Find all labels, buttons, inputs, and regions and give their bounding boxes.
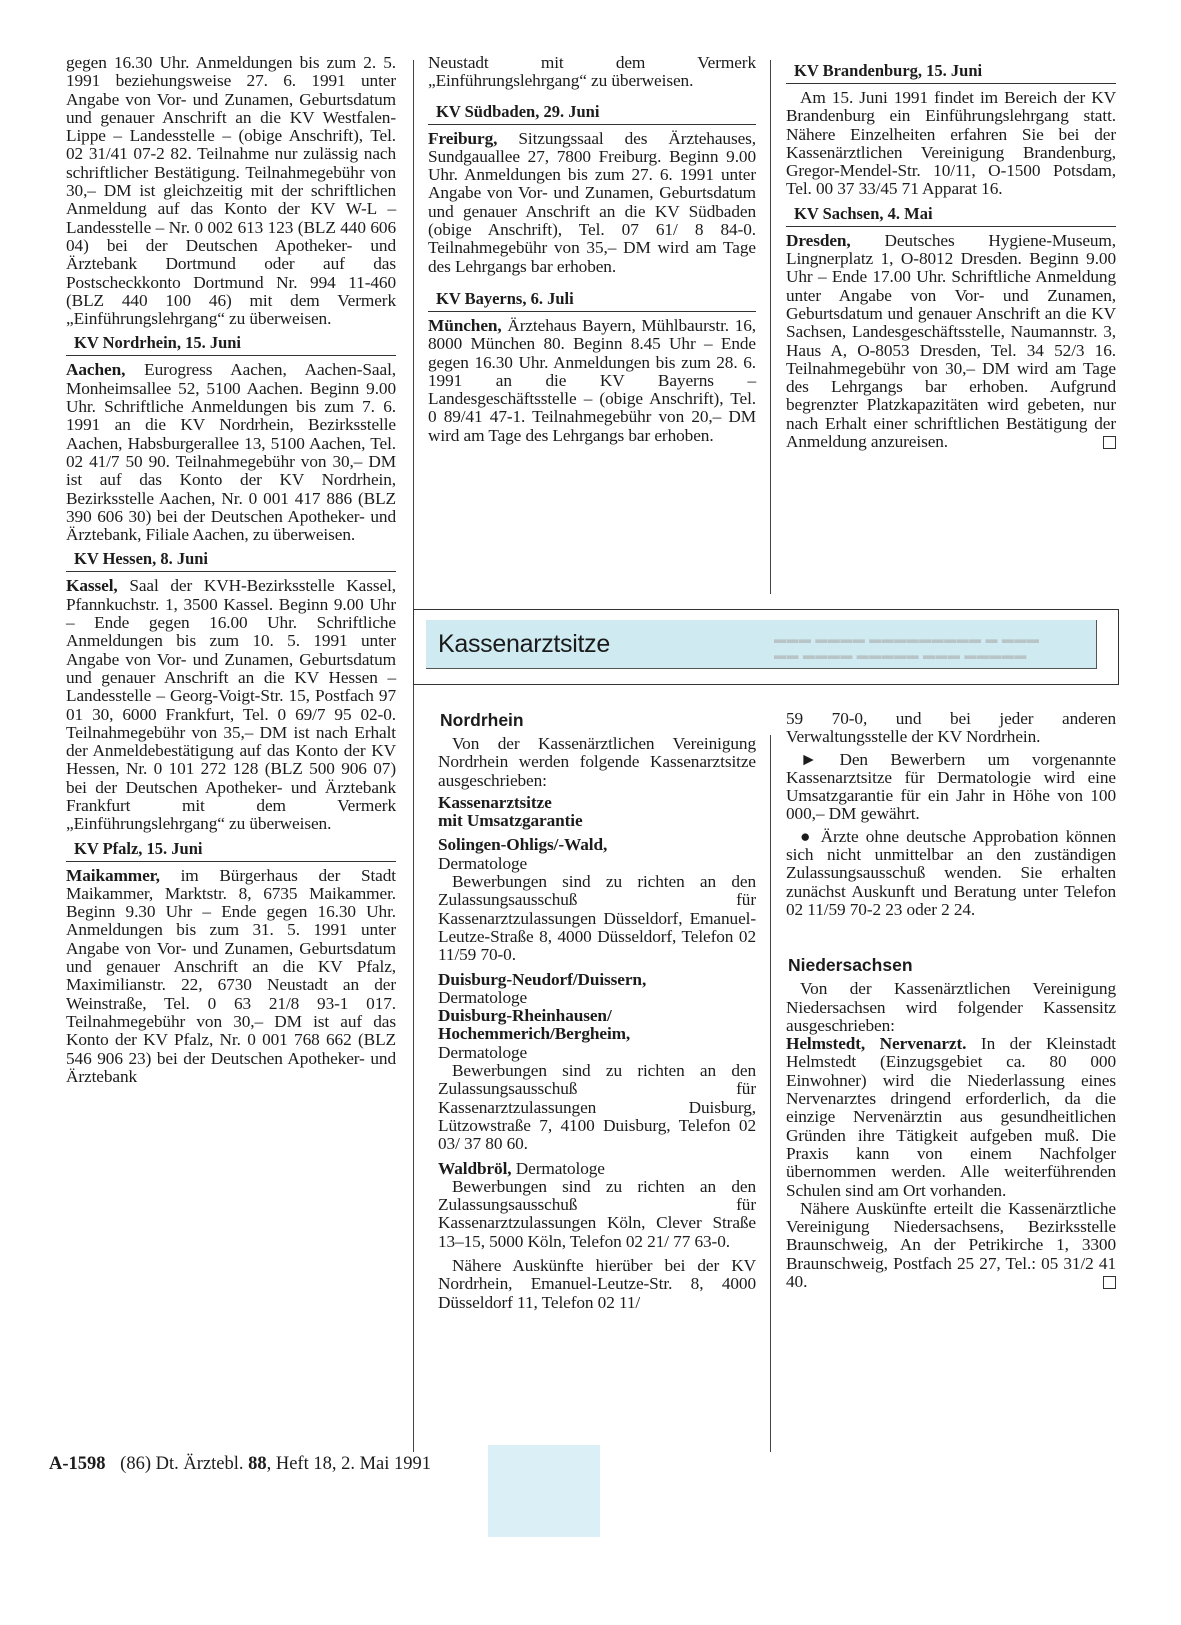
show-through-text-2: ▬▬ ▬▬▬▬ ▬▬▬▬▬ ▬▬▬ ▬▬▬▬▬ bbox=[774, 648, 1027, 662]
pfalz-continued-text: Neustadt mit dem Vermerk „Einführungslehrgang“ zu überweisen. bbox=[428, 53, 756, 91]
duisburg-text: Bewerbungen sind zu richten an den Zulassungsausschuß für Kassenarztzulassungen Duisburg, Lützowstraße 7, 4100 Duisburg, Telefon 02 03/ 37 80 60. bbox=[438, 1061, 756, 1154]
kv-pfalz-heading: KV Pfalz, 15. Juni bbox=[66, 840, 396, 862]
kv-brandenburg-heading: KV Brandenburg, 15. Juni bbox=[786, 62, 1116, 84]
helmstedt-entry: Helmstedt, Nervenarzt. In der Kleinstadt Helmstedt (Einzugsgebiet ca. 80 000 Einwohner) wird die Niederlassung eines Nervenarztes dringend erforderlich, da die einzige Nervenärztin aus gesundheitlichen Gründen ihre Tätigkeit aufgeben muß. Die Praxis kann von einem Nachfolger übernommen werden. Alle weiterführenden Schulen sind am Ort vorhanden. bbox=[786, 1034, 1116, 1200]
solingen-text: Bewerbungen sind zu richten an den Zulassungsausschuß für Kassenarztzulassungen Düsseldorf, Emanuel-Leutze-Straße 8, 4000 Düsseldorf, Telefon 02 11/59 70-0. bbox=[438, 872, 756, 965]
westfalen-continued-text: gegen 16.30 Uhr. Anmeldungen bis zum 2. 5. 1991 beziehungsweise 27. 6. 1991 unter Angabe von Vor- und Zunamen, Geburtsdatum und genauer Anschrift an die KV Westfalen-Lippe – Landesstelle – (obige Anschrift), Tel. 02 31/41 07-2 82. Teilnahme nur zulässig nach schriftlicher Bestätigung. Teilnahmegebühr von 30,– DM ist gleichzeitig mit der schriftlichen Anmeldung auf das Konto der KV W-L – Landesstelle – Nr. 0 002 613 123 (BLZ 440 606 04) bei der Deutschen Apotheker- und Ärztebank Dortmund oder auf das Postscheckkonto Dortmund Nr. 994 11-460 (BLZ 440 100 46) mit dem Vermerk „Einführungslehrgang“ zu überweisen. bbox=[66, 53, 396, 329]
column-3 bbox=[786, 62, 1116, 451]
page-footer bbox=[49, 1454, 431, 1475]
page-id: A-1598 bbox=[49, 1454, 106, 1474]
place-kassel: Kassel, bbox=[66, 576, 118, 596]
page-number: (86) bbox=[120, 1454, 151, 1474]
nordrhein-info-text: Nähere Auskünfte hierüber bei der KV Nordrhein, Emanuel-Leutze-Str. 8, 4000 Düsseldorf 11, Telefon 02 11/ bbox=[438, 1256, 756, 1312]
footer-color-patch bbox=[488, 1445, 600, 1537]
section-box bbox=[413, 609, 1119, 685]
nordrhein-intro: Von der Kassenärztlichen Vereinigung Nordrhein werden folgende Kassenarztsitze ausgeschrieben: bbox=[438, 734, 756, 790]
journal-name: Dt. Ärztebl. bbox=[155, 1454, 244, 1474]
place-freiburg: Freiburg, bbox=[428, 128, 498, 148]
column-rule-1 bbox=[413, 60, 414, 1452]
place-maikammer: Maikammer, bbox=[66, 865, 160, 885]
kv-bayerns-text: München, Ärztehaus Bayern, Mühlbaurstr. 16, 8000 München 80. Beginn 8.45 Uhr – Ende gegen 16.30 Uhr. Anmeldungen bis zum 28. 6. 1991 an die KV Bayerns – Landesgeschäftsstelle – (obige Anschrift), Tel. 0 89/41 47-1. Teilnahmegebühr von 20,– DM wird am Tage des Lehrgangs bar erhoben. bbox=[428, 315, 756, 445]
kv-suedbaden-text: Freiburg, Sitzungssaal des Ärztehauses, Sundgauallee 27, 7800 Freiburg. Beginn 9.00 Uhr. Anmeldungen bis zum 27. 6. 1991 unter Angabe von Vor- und Zunamen, Geburtsdatum und genauer Anschrift an die KV Südbaden (obige Anschrift), Tel. 07 61/ 8 84-0. Teilnahmegebühr von 35,– DM wird am Tage des Lehrgangs bar erhoben. bbox=[428, 128, 756, 276]
niedersachsen-info-text: Nähere Auskünfte erteilt die Kassenärztliche Vereinigung Niedersachsens, Bezirksstelle Braunschweig, An der Petrikirche 1, 3300 Braunschweig, Postfach 25 27, Tel.: 05 31/2 41 40. bbox=[786, 1198, 1116, 1292]
bullet-umsatzgarantie: ► Den Bewerbern um vorgenannte Kassenarztsitze für Dermatologie wird eine Umsatzgarantie für ein Jahr in Höhe von 100 000,– DM gewährt. bbox=[786, 749, 1116, 824]
column-rule-3 bbox=[770, 735, 771, 1452]
issue-date: , Heft 18, 2. Mai 1991 bbox=[266, 1454, 432, 1474]
column-2 bbox=[428, 54, 756, 445]
kv-suedbaden-heading: KV Südbaden, 29. Juni bbox=[428, 103, 756, 125]
section-title: Kassenarztsitze bbox=[438, 630, 610, 658]
waldbroel-text: Bewerbungen sind zu richten an den Zulassungsausschuß für Kassenarztzulassungen Köln, Clever Straße 13–15, 5000 Köln, Telefon 02 21/ 77 63-0. bbox=[438, 1176, 756, 1251]
dot-bullet-icon: ● bbox=[800, 826, 814, 846]
kv-hessen-text: Kassel, Saal der KVH-Bezirksstelle Kassel, Pfannkuchstr. 1, 3500 Kassel. Beginn 9.00 Uhr – Ende gegen 16.00 Uhr. Schriftliche Anmeldungen bis zum 10. 5. 1991 unter Angabe von Vor- und Zunamen, Geburtsdatum und genauer Anschrift an die KV Hessen – Landesstelle – Georg-Voigt-Str. 15, Postfach 97 01 30, 6000 Frankfurt, Tel. 0 69/7 95 02-0. Teilnahmegebühr von 35,– DM ist nach Erhalt der Anmeldebestätigung auf das Konto der KV Hessen, Nr. 0 101 272 128 (BLZ 500 906 07) bei der Deutschen Apotheker- und Ärztebank Frankfurt mit dem Vermerk „Einführungslehrgang“ zu überweisen. bbox=[66, 576, 396, 834]
kv-sachsen-heading: KV Sachsen, 4. Mai bbox=[786, 205, 1116, 227]
guarantee-heading: Kassenarztsitze mit Umsatzgarantie bbox=[438, 792, 583, 831]
triangle-bullet-icon: ► bbox=[800, 749, 818, 769]
nordrhein-continued-text: 59 70-0, und bei jeder anderen Verwaltungsstelle der KV Nordrhein. bbox=[786, 709, 1116, 747]
column-1 bbox=[66, 54, 396, 1086]
column-5 bbox=[786, 710, 1116, 1291]
end-of-article-box-2 bbox=[1103, 1276, 1116, 1289]
kv-nordrhein-heading: KV Nordrhein, 15. Juni bbox=[66, 334, 396, 356]
place-dresden: Dresden, bbox=[786, 230, 851, 250]
kv-hessen-heading: KV Hessen, 8. Juni bbox=[66, 550, 396, 572]
kv-nordrhein-text: Aachen, Eurogress Aachen, Aachen-Saal, Monheimsallee 52, 5100 Aachen. Beginn 9.00 Uhr. Schriftliche Anmeldungen bis zum 7. 6. 1991 an die KV Nordrhein, Bezirksstelle Aachen, Habsburgerallee 13, 5100 Aachen, Tel. 02 41/7 50 90. Teilnahmegebühr von 30,– DM ist auf das Konto der KV Nordrhein, Bezirksstelle Aachen, Nr. 0 001 417 886 (BLZ 390 606 30) bei der Deutschen Apotheker- und Ärztebank, Filiale Aachen, zu überweisen. bbox=[66, 360, 396, 545]
waldbroel-entry: Waldbröl, Dermatologe bbox=[438, 1158, 605, 1178]
kv-sachsen-text: Dresden, Deutsches Hygiene-Museum, Lingnerplatz 1, O-8012 Dresden. Beginn 9.00 Uhr – Ende 17.00 Uhr. Schriftliche Anmeldung unter Angabe von Vor- und Zunamen, Geburtsdatum und genauer Anschrift an die KV Sachsen, Landesgeschäftsstelle, Naumannstr. 3, Haus A, O-8053 Dresden, Tel. 34 52/3 16. Teilnahmegebühr von 30,– DM wird am Tage des Lehrgangs bar erhoben. Aufgrund begrenzter Platzkapazitäten wird gebeten, nur nach Erhalt einer schriftlichen Bestätigung der Anmeldung anzureisen. bbox=[786, 230, 1116, 452]
column-4 bbox=[438, 710, 756, 1312]
column-rule-2 bbox=[770, 60, 771, 594]
solingen-entry: Solingen-Ohligs/-Wald, Dermatologe bbox=[438, 835, 608, 873]
place-helmstedt: Helmstedt, Nervenarzt. bbox=[786, 1034, 967, 1054]
nordrhein-subheading: Nordrhein bbox=[440, 710, 524, 730]
show-through-text: ▬▬▬ ▬▬▬▬ ▬▬▬▬▬▬▬▬▬ ▬ ▬▬▬ bbox=[774, 632, 1040, 646]
place-aachen: Aachen, bbox=[66, 360, 126, 380]
end-of-article-box bbox=[1103, 436, 1116, 449]
duisburg-entry: Duisburg-Neudorf/Duissern, Dermatologe Duisburg-Rheinhausen/ Hochemmerich/Bergheim, Dermatologe bbox=[438, 969, 647, 1062]
bullet-approbation: ● Ärzte ohne deutsche Approbation können sich nicht unmittelbar an den zuständigen Zulassungsausschuß wenden. Sie erhalten zunächst Auskunft und Beratung unter Telefon 02 11/59 70-2 23 oder 2 24. bbox=[786, 826, 1116, 919]
niedersachsen-subheading: Niedersachsen bbox=[788, 955, 913, 976]
kv-bayerns-heading: KV Bayerns, 6. Juli bbox=[428, 290, 756, 312]
kv-brandenburg-text: Am 15. Juni 1991 findet im Bereich der KV Brandenburg ein Einführungslehrgang statt. Nähere Einzelheiten erfahren Sie bei der Kassenärztlichen Vereinigung Brandenburg, Gregor-Mendel-Str. 10/11, O-1500 Potsdam, Tel. 00 37 33/45 71 Apparat 16. bbox=[786, 88, 1116, 199]
kv-pfalz-text: Maikammer, im Bürgerhaus der Stadt Maikammer, Marktstr. 8, 6735 Maikammer. Beginn 9.30 Uhr – Ende gegen 16.30 Uhr. Anmeldungen bis zum 31. 5. 1991 unter Angabe von Vor- und Zunamen, Geburtsdatum und genauer Anschrift an die KV Pfalz, Maximilianstr. 22, 6730 Neustadt an der Weinstraße, Tel. 0 63 21/8 93-1 017. Teilnahmegebühr von 30,– DM ist auf das Konto der KV Pfalz, Nr. 0 001 768 662 (BLZ 546 906 23) bei der Deutschen Apotheker- und Ärztebank bbox=[66, 865, 396, 1086]
niedersachsen-intro: Von der Kassenärztlichen Vereinigung Niedersachsen wird folgender Kassensitz ausgeschrieben: bbox=[786, 979, 1116, 1035]
place-muenchen: München, bbox=[428, 315, 502, 335]
journal-volume: 88 bbox=[248, 1454, 267, 1474]
